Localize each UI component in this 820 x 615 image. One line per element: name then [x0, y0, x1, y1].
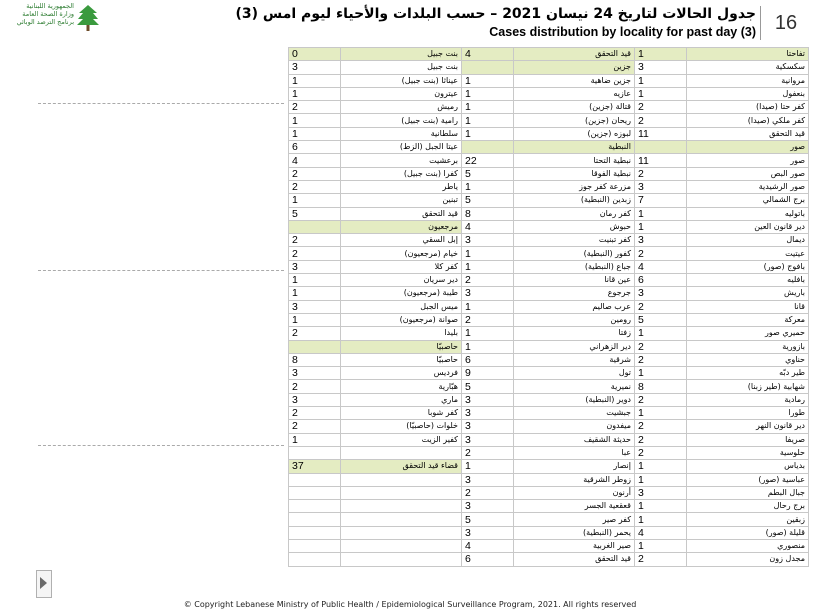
case-count-cell: 7 — [635, 194, 687, 207]
locality-cell: نبطية التحتا — [514, 154, 635, 167]
case-count-cell: 1 — [462, 460, 514, 473]
locality-cell: جبال البطم — [687, 486, 809, 499]
locality-cell: كفور (النبطية) — [514, 247, 635, 260]
locality-cell: شرقية — [514, 353, 635, 366]
case-count-cell: 3 — [635, 180, 687, 193]
locality-cell: حميري صور — [687, 327, 809, 340]
case-count-cell: 1 — [462, 180, 514, 193]
logo-line-2: وزارة الصحة العامة — [22, 10, 74, 18]
locality-cell: نميرية — [514, 380, 635, 393]
copyright-footer: © Copyright Lebanese Ministry of Public Health / Epidemiological Surveillance Program, 2021. All rights reserved — [183, 600, 637, 609]
case-count-cell: 5 — [462, 513, 514, 526]
case-count-cell: 3 — [462, 473, 514, 486]
case-count-cell: 1 — [462, 260, 514, 273]
case-count-cell: 4 — [635, 526, 687, 539]
locality-cell: ميفدون — [514, 420, 635, 433]
case-count-cell: 2 — [289, 234, 341, 247]
table-row — [289, 300, 809, 313]
case-count-cell: 1 — [462, 300, 514, 313]
table-row — [289, 260, 809, 273]
case-count-cell — [289, 220, 341, 233]
locality-cell: رميش — [341, 101, 462, 114]
case-count-cell — [462, 141, 514, 154]
case-count-cell: 1 — [462, 87, 514, 100]
locality-cell: كفر حتا (صيدا) — [687, 101, 809, 114]
locality-cell: دير الزهراني — [514, 340, 635, 353]
case-count-cell: 1 — [635, 74, 687, 87]
case-count-cell: 1 — [635, 48, 687, 61]
locality-cell: كفير الزيت — [341, 433, 462, 446]
table-row — [289, 274, 809, 287]
locality-cell: باريش — [687, 287, 809, 300]
locality-cell: جباع (النبطية) — [514, 260, 635, 273]
locality-cell: صير الغربية — [514, 539, 635, 552]
locality-cell: هبّارية — [341, 380, 462, 393]
table-row — [289, 513, 809, 526]
table-row — [289, 367, 809, 380]
case-count-cell: 4 — [635, 260, 687, 273]
case-count-cell: 2 — [635, 433, 687, 446]
case-count-cell: 5 — [462, 194, 514, 207]
locality-cell: مجدل زون — [687, 553, 809, 566]
slide-number: 16 — [760, 6, 811, 40]
case-count-cell — [635, 141, 687, 154]
case-count-cell: 1 — [289, 287, 341, 300]
case-count-cell: 3 — [635, 234, 687, 247]
locality-cell: رومين — [514, 313, 635, 326]
table-row — [289, 460, 809, 473]
case-count-cell: 6 — [462, 553, 514, 566]
table-row — [289, 473, 809, 486]
case-count-cell — [289, 340, 341, 353]
case-count-cell: 2 — [635, 247, 687, 260]
table-row — [289, 220, 809, 233]
locality-cell: خلوات (حاصبيّا) — [341, 420, 462, 433]
case-count-cell: 2 — [289, 420, 341, 433]
table-row — [289, 420, 809, 433]
case-count-cell: 1 — [462, 247, 514, 260]
case-count-cell: 3 — [462, 420, 514, 433]
locality-cell: حبوش — [514, 220, 635, 233]
case-count-cell — [289, 473, 341, 486]
table-row — [289, 313, 809, 326]
locality-cell: بدياس — [687, 460, 809, 473]
locality-cell: صوانة (مرجعيون) — [341, 313, 462, 326]
ministry-logo — [4, 2, 104, 36]
divider — [38, 103, 284, 104]
case-count-cell: 8 — [289, 353, 341, 366]
case-count-cell — [462, 61, 514, 74]
locality-cell: عيتا الجبل (الزط) — [341, 141, 462, 154]
table-row — [289, 114, 809, 127]
locality-cell — [341, 513, 462, 526]
case-count-cell: 3 — [289, 300, 341, 313]
locality-cell: قانا — [687, 300, 809, 313]
table-row — [289, 553, 809, 566]
locality-cell: فرديس — [341, 367, 462, 380]
case-count-cell: 2 — [462, 274, 514, 287]
case-count-cell: 8 — [462, 207, 514, 220]
locality-cell: إنصار — [514, 460, 635, 473]
locality-cell: مروانية — [687, 74, 809, 87]
case-count-cell: 2 — [635, 420, 687, 433]
locality-cell: بازورية — [687, 340, 809, 353]
case-count-cell: 3 — [635, 287, 687, 300]
case-count-cell: 6 — [289, 141, 341, 154]
case-count-cell: 2 — [635, 101, 687, 114]
locality-cell: حاصبيّا — [341, 353, 462, 366]
case-count-cell: 2 — [289, 247, 341, 260]
table-row — [289, 526, 809, 539]
locality-cell: ياطر — [341, 180, 462, 193]
locality-cell: لبوزه (جزين) — [514, 127, 635, 140]
locality-cell: أرنون — [514, 486, 635, 499]
locality-cell: عباسية (صور) — [687, 473, 809, 486]
case-count-cell: 2 — [289, 167, 341, 180]
locality-cell — [341, 486, 462, 499]
locality-cell: ديمال — [687, 234, 809, 247]
slide-title-arabic: جدول الحالات لتاريخ 24 نيسان 2021 – حسب البلدات والأحياء ليوم امس (3) — [235, 6, 756, 22]
case-count-cell: 1 — [462, 114, 514, 127]
table-row — [289, 327, 809, 340]
ministry-logo-text — [4, 2, 74, 26]
locality-cell: جرجوع — [514, 287, 635, 300]
locality-cell: صور الرشيدية — [687, 180, 809, 193]
cedar-logo-icon — [76, 4, 100, 32]
locality-cell: قتالة (جزين) — [514, 101, 635, 114]
table-row — [289, 446, 809, 459]
locality-cell: بافليه — [687, 274, 809, 287]
case-count-cell: 5 — [462, 167, 514, 180]
locality-cell — [341, 473, 462, 486]
locality-cell: يحمر (النبطية) — [514, 526, 635, 539]
case-count-cell: 5 — [462, 380, 514, 393]
table-row — [289, 61, 809, 74]
locality-cell: مزرعة كفر جوز — [514, 180, 635, 193]
table-row — [289, 234, 809, 247]
locality-cell: عين قانا — [514, 274, 635, 287]
table-row — [289, 101, 809, 114]
case-count-cell: 1 — [635, 473, 687, 486]
locality-cell — [341, 446, 462, 459]
case-count-cell: 3 — [635, 61, 687, 74]
case-count-cell: 1 — [635, 539, 687, 552]
locality-cell: طيبة (مرجعيون) — [341, 287, 462, 300]
case-count-cell: 1 — [635, 207, 687, 220]
case-count-cell: 1 — [289, 87, 341, 100]
table-row — [289, 407, 809, 420]
case-count-cell: 3 — [462, 526, 514, 539]
table-row — [289, 194, 809, 207]
locality-cell: حلوسية — [687, 446, 809, 459]
locality-cell: عرب صاليم — [514, 300, 635, 313]
case-count-cell: 4 — [462, 539, 514, 552]
case-count-cell: 2 — [462, 486, 514, 499]
locality-cell: قيد التحقق — [687, 127, 809, 140]
locality-cell: زبدين (النبطية) — [514, 194, 635, 207]
table-row — [289, 48, 809, 61]
table-row — [289, 353, 809, 366]
locality-cell: تفاحتا — [687, 48, 809, 61]
case-count-cell: 2 — [635, 353, 687, 366]
locality-cell: كفر صير — [514, 513, 635, 526]
table-row — [289, 207, 809, 220]
case-count-cell: 1 — [289, 114, 341, 127]
case-count-cell: 2 — [635, 446, 687, 459]
case-count-cell: 1 — [462, 101, 514, 114]
table-row — [289, 393, 809, 406]
locality-cell: حديثة الشقيف — [514, 433, 635, 446]
panel-toggle-button[interactable] — [36, 570, 52, 598]
case-count-cell: 3 — [289, 260, 341, 273]
case-count-cell: 3 — [462, 234, 514, 247]
locality-cell: كفر شوبا — [341, 407, 462, 420]
cases-table — [288, 47, 809, 567]
locality-cell: خيام (مرجعيون) — [341, 247, 462, 260]
locality-cell: بنعفول — [687, 87, 809, 100]
case-count-cell — [289, 526, 341, 539]
case-count-cell: 2 — [635, 340, 687, 353]
case-count-cell: 37 — [289, 460, 341, 473]
locality-cell: دوير (النبطية) — [514, 393, 635, 406]
locality-cell — [341, 539, 462, 552]
locality-cell: قعقعية الجسر — [514, 500, 635, 513]
locality-cell: زوطر الشرقية — [514, 473, 635, 486]
locality-cell: كفر تبنيت — [514, 234, 635, 247]
table-row — [289, 539, 809, 552]
locality-cell: مرجعيون — [341, 220, 462, 233]
locality-cell: قيد التحقق — [341, 207, 462, 220]
locality-cell: دير قانون العين — [687, 220, 809, 233]
divider — [38, 445, 284, 446]
table-row — [289, 74, 809, 87]
case-count-cell — [289, 500, 341, 513]
locality-cell: صور — [687, 141, 809, 154]
locality-cell: بنت جبيل — [341, 61, 462, 74]
case-count-cell: 2 — [289, 327, 341, 340]
locality-cell: ماري — [341, 393, 462, 406]
case-count-cell: 2 — [635, 300, 687, 313]
case-count-cell: 1 — [462, 127, 514, 140]
locality-cell: برج رحال — [687, 500, 809, 513]
case-count-cell: 5 — [289, 207, 341, 220]
case-count-cell: 1 — [635, 513, 687, 526]
locality-cell: قيد التحقق — [514, 48, 635, 61]
cases-table-body — [289, 48, 809, 567]
table-row — [289, 380, 809, 393]
locality-cell: قيد التحقق — [514, 553, 635, 566]
case-count-cell: 3 — [289, 393, 341, 406]
locality-cell — [341, 553, 462, 566]
locality-cell: شهابية (طير زبنا) — [687, 380, 809, 393]
locality-cell: بنت جبيل — [341, 48, 462, 61]
locality-cell: نبطية الفوقا — [514, 167, 635, 180]
locality-cell: عيناثا (بنت جبيل) — [341, 74, 462, 87]
panel-toggle-icon — [40, 577, 47, 589]
case-count-cell: 1 — [289, 194, 341, 207]
case-count-cell: 8 — [635, 380, 687, 393]
locality-cell: دير قانون النهر — [687, 420, 809, 433]
locality-cell: حناوي — [687, 353, 809, 366]
locality-cell: جزين ضاهية — [514, 74, 635, 87]
locality-cell: قليلة (صور) — [687, 526, 809, 539]
case-count-cell: 2 — [635, 167, 687, 180]
case-count-cell: 0 — [289, 48, 341, 61]
case-count-cell: 1 — [635, 460, 687, 473]
locality-cell: ريحان (جزين) — [514, 114, 635, 127]
locality-cell: رامية (بنت جبيل) — [341, 114, 462, 127]
locality-cell: تول — [514, 367, 635, 380]
table-row — [289, 500, 809, 513]
locality-cell: كفر رمان — [514, 207, 635, 220]
table-row — [289, 154, 809, 167]
table-row — [289, 127, 809, 140]
locality-cell: معركة — [687, 313, 809, 326]
case-count-cell: 3 — [635, 486, 687, 499]
case-count-cell: 2 — [635, 553, 687, 566]
locality-cell: بافوج (صور) — [687, 260, 809, 273]
locality-cell: زبقين — [687, 513, 809, 526]
table-row — [289, 180, 809, 193]
locality-cell: كفرا (بنت جبيل) — [341, 167, 462, 180]
locality-cell: طورا — [687, 407, 809, 420]
locality-cell: النبطية — [514, 141, 635, 154]
case-count-cell — [289, 539, 341, 552]
case-count-cell: 3 — [462, 500, 514, 513]
logo-line-3: برنامج الترصد الوبائي — [16, 18, 74, 26]
case-count-cell: 1 — [635, 220, 687, 233]
locality-cell: إبل السقي — [341, 234, 462, 247]
case-count-cell — [289, 446, 341, 459]
table-row — [289, 340, 809, 353]
case-count-cell: 1 — [635, 407, 687, 420]
case-count-cell: 3 — [462, 433, 514, 446]
table-row — [289, 141, 809, 154]
case-count-cell: 6 — [462, 353, 514, 366]
locality-cell: زفتا — [514, 327, 635, 340]
locality-cell — [341, 526, 462, 539]
table-row — [289, 247, 809, 260]
case-count-cell: 2 — [462, 313, 514, 326]
case-count-cell: 1 — [635, 87, 687, 100]
case-count-cell: 2 — [635, 114, 687, 127]
locality-cell: برعشيت — [341, 154, 462, 167]
logo-line-1: الجمهورية اللبنانية — [26, 2, 74, 10]
case-count-cell: 4 — [289, 154, 341, 167]
locality-cell: قضاء قيد التحقق — [341, 460, 462, 473]
case-count-cell: 3 — [289, 367, 341, 380]
locality-cell — [341, 500, 462, 513]
table-row — [289, 486, 809, 499]
case-count-cell: 1 — [462, 327, 514, 340]
case-count-cell: 2 — [462, 446, 514, 459]
case-count-cell: 1 — [635, 500, 687, 513]
locality-cell: كفر كلا — [341, 260, 462, 273]
locality-cell: كفر ملكي (صيدا) — [687, 114, 809, 127]
case-count-cell: 3 — [462, 407, 514, 420]
locality-cell: رمادية — [687, 393, 809, 406]
locality-cell: صريفا — [687, 433, 809, 446]
case-count-cell: 2 — [289, 101, 341, 114]
locality-cell: بليدا — [341, 327, 462, 340]
table-row — [289, 87, 809, 100]
locality-cell: تبنين — [341, 194, 462, 207]
case-count-cell: 11 — [635, 127, 687, 140]
case-count-cell: 1 — [289, 313, 341, 326]
case-count-cell: 5 — [635, 313, 687, 326]
case-count-cell: 2 — [289, 180, 341, 193]
locality-cell: حاصبيّا — [341, 340, 462, 353]
locality-cell: طير دبّه — [687, 367, 809, 380]
case-count-cell: 9 — [462, 367, 514, 380]
case-count-cell: 4 — [462, 220, 514, 233]
case-count-cell: 1 — [635, 367, 687, 380]
locality-cell: عيتيت — [687, 247, 809, 260]
case-count-cell — [289, 553, 341, 566]
locality-cell: عبا — [514, 446, 635, 459]
table-row — [289, 287, 809, 300]
locality-cell: منصوري — [687, 539, 809, 552]
case-count-cell: 6 — [635, 274, 687, 287]
case-count-cell: 2 — [289, 407, 341, 420]
case-count-cell: 1 — [289, 74, 341, 87]
locality-cell: ميس الجبل — [341, 300, 462, 313]
divider — [38, 270, 284, 271]
locality-cell: باتوليه — [687, 207, 809, 220]
case-count-cell: 2 — [289, 380, 341, 393]
locality-cell: صور — [687, 154, 809, 167]
case-count-cell: 1 — [289, 274, 341, 287]
locality-cell: دير سريان — [341, 274, 462, 287]
locality-cell: جبشيت — [514, 407, 635, 420]
locality-cell: برج الشمالي — [687, 194, 809, 207]
case-count-cell: 3 — [462, 393, 514, 406]
case-count-cell: 22 — [462, 154, 514, 167]
case-count-cell: 1 — [289, 127, 341, 140]
case-count-cell: 1 — [289, 433, 341, 446]
locality-cell: جزين — [514, 61, 635, 74]
case-count-cell: 1 — [462, 340, 514, 353]
locality-cell: سلطانية — [341, 127, 462, 140]
case-count-cell — [289, 486, 341, 499]
locality-cell: عيترون — [341, 87, 462, 100]
case-count-cell: 11 — [635, 154, 687, 167]
case-count-cell: 3 — [462, 287, 514, 300]
locality-cell: عازيه — [514, 87, 635, 100]
locality-cell: صور البص — [687, 167, 809, 180]
table-row — [289, 167, 809, 180]
locality-cell: سكسكية — [687, 61, 809, 74]
case-count-cell: 1 — [462, 74, 514, 87]
case-count-cell: 4 — [462, 48, 514, 61]
table-row — [289, 433, 809, 446]
case-count-cell: 1 — [635, 327, 687, 340]
case-count-cell — [289, 513, 341, 526]
slide-title-english: Cases distribution by locality for past day (3) — [489, 25, 756, 39]
case-count-cell: 3 — [289, 61, 341, 74]
case-count-cell: 2 — [635, 393, 687, 406]
